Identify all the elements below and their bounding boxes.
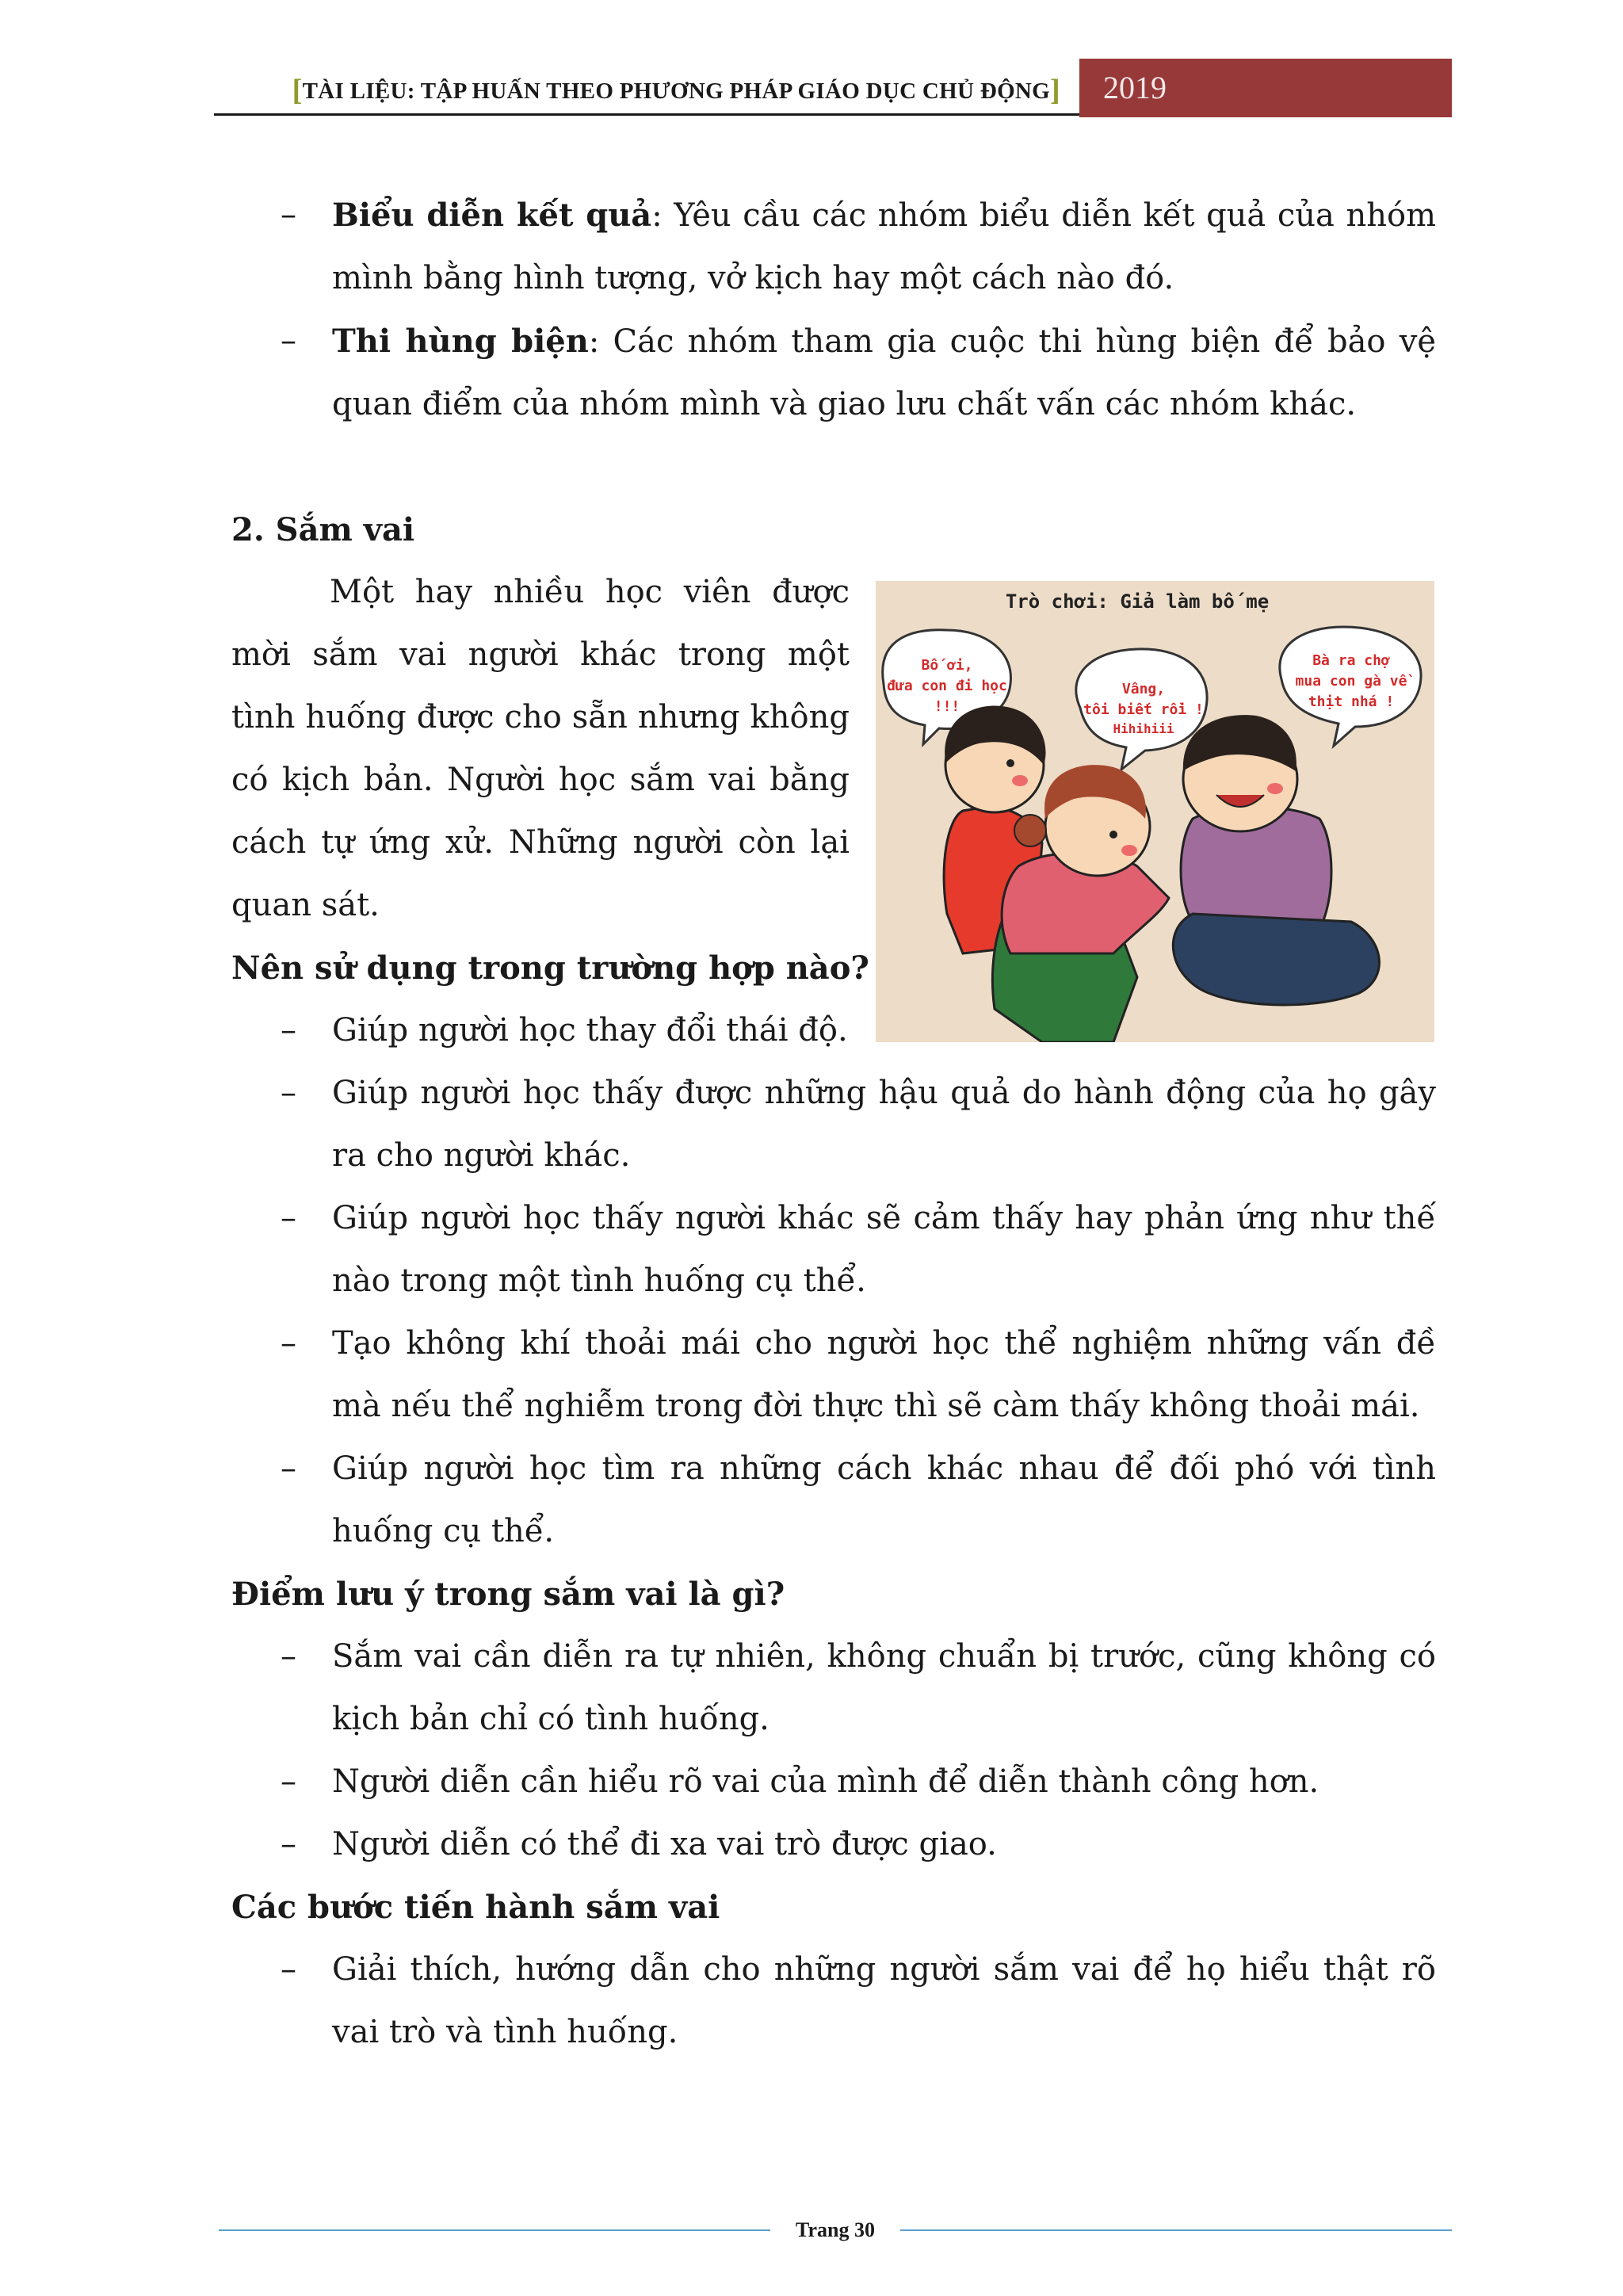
bubble-middle-line-1: Vâng, [1121,681,1166,697]
bullet-text: Sắm vai cần diễn ra tự nhiên, không chuẩn bị trước, cũng không có kịch bản chỉ có tình huống. [332,1638,1436,1737]
bubble-right-line-2: mua con gà về [1295,673,1407,690]
when-heading: Nên sử dụng trong trường hợp nào? [231,949,869,987]
bubble-left-line-1: Bố ơi, [921,657,973,674]
bubble-middle-line-3: Hihihiii [1113,721,1174,736]
list-dash: – [281,1763,296,1800]
section-title: 2. Sắm vai [231,511,415,548]
bubble-left-line-3: !!! [934,698,960,715]
list-dash: – [281,1325,296,1362]
bullet-text: Giúp người học thấy người khác sẽ cảm thấy hay phản ứng như thế nào trong một tình huống cụ thể. [332,1200,1436,1299]
header-year: 2019 [1079,59,1452,117]
notes-heading: Điểm lưu ý trong sắm vai là gì? [231,1576,785,1613]
title-bracket-open: [ [292,74,303,107]
bullet-text: Giải thích, hướng dẫn cho những người sắm vai để họ hiểu thật rõ vai trò và tình huống. [332,1951,1436,2050]
bullet-term: Biểu diễn kết quả [332,197,652,234]
page-header [214,59,1452,117]
document-title-text: TÀI LIỆU: TẬP HUẤN THEO PHƯƠNG PHÁP GIÁO DỤC CHỦ ĐỘNG [302,78,1051,104]
bullet-text: Người diễn có thể đi xa vai trò được giao. [332,1826,997,1862]
bubble-left-line-2: đưa con đi học [887,678,1007,694]
list-dash: – [281,1951,296,1988]
bullet-text: Tạo không khí thoải mái cho người học thể nghiệm những vấn đề mà nếu thể nghiễm trong đời thực thì sẽ càm thấy không thoải mái. [332,1325,1436,1424]
list-item [231,310,1436,436]
list-item [231,1939,1436,2064]
list-item [231,1626,1436,1751]
bullet-text: : Các nhóm tham gia cuộc thi hùng biện để bảo vệ quan điểm của nhóm mình và giao lưu chất vấn các nhóm khác. [332,323,1437,422]
illustration-title: Trò chơi: Giả làm bố mẹ [1005,590,1270,613]
list-item [231,999,950,1062]
list-item [231,1751,1436,1813]
steps-heading: Các bước tiến hành sắm vai [231,1889,720,1926]
list-dash: – [281,1638,296,1675]
document-title [214,59,1079,116]
list-item [231,1062,1436,1187]
list-dash: – [281,197,296,233]
list-dash: – [281,1200,296,1236]
role-play-illustration [876,581,1434,1042]
list-dash: – [281,1450,296,1487]
list-dash: – [281,1075,296,1111]
bullet-text: : Yêu cầu các nhóm biểu diễn kết quả của nhóm mình bằng hình tượng, vở kịch hay một cách nào đó. [332,197,1436,296]
list-item [231,1187,1436,1312]
list-item [231,1312,1436,1438]
list-dash: – [281,1012,296,1049]
section-intro: Một hay nhiều học viên được mời sắm vai người khác trong một tình huống được cho sẵn nhưng không có kịch bản. Người học sắm vai bằng cách tự ứng xử. Những người còn lại quan sát. [231,574,850,923]
bullet-text: Giúp người học thấy được những hậu quả do hành động của họ gây ra cho người khác. [332,1075,1436,1174]
bubble-right-line-1: Bà ra chợ [1312,652,1390,669]
page-content [231,184,1436,2064]
page-footer [219,2214,1452,2246]
bullet-term: Thi hùng biện [332,323,589,360]
bubble-right-line-3: thịt nhá ! [1308,693,1395,710]
bullet-text: Người diễn cần hiểu rõ vai của mình để diễn thành công hơn. [332,1763,1319,1800]
list-item [231,1438,1436,1563]
title-bracket-close: ] [1050,74,1060,107]
bullet-text: Giúp người học tìm ra những cách khác nhau để đối phó với tình huống cụ thể. [332,1450,1436,1549]
page-number: Trang 30 [796,2218,875,2241]
bubble-middle-line-2: tôi biết rồi ! [1083,701,1204,718]
list-item [231,184,1436,310]
list-dash: – [281,323,296,359]
list-item [231,1813,1436,1876]
list-dash: – [281,1826,296,1862]
bullet-text: Giúp người học thay đổi thái độ. [332,1012,848,1049]
